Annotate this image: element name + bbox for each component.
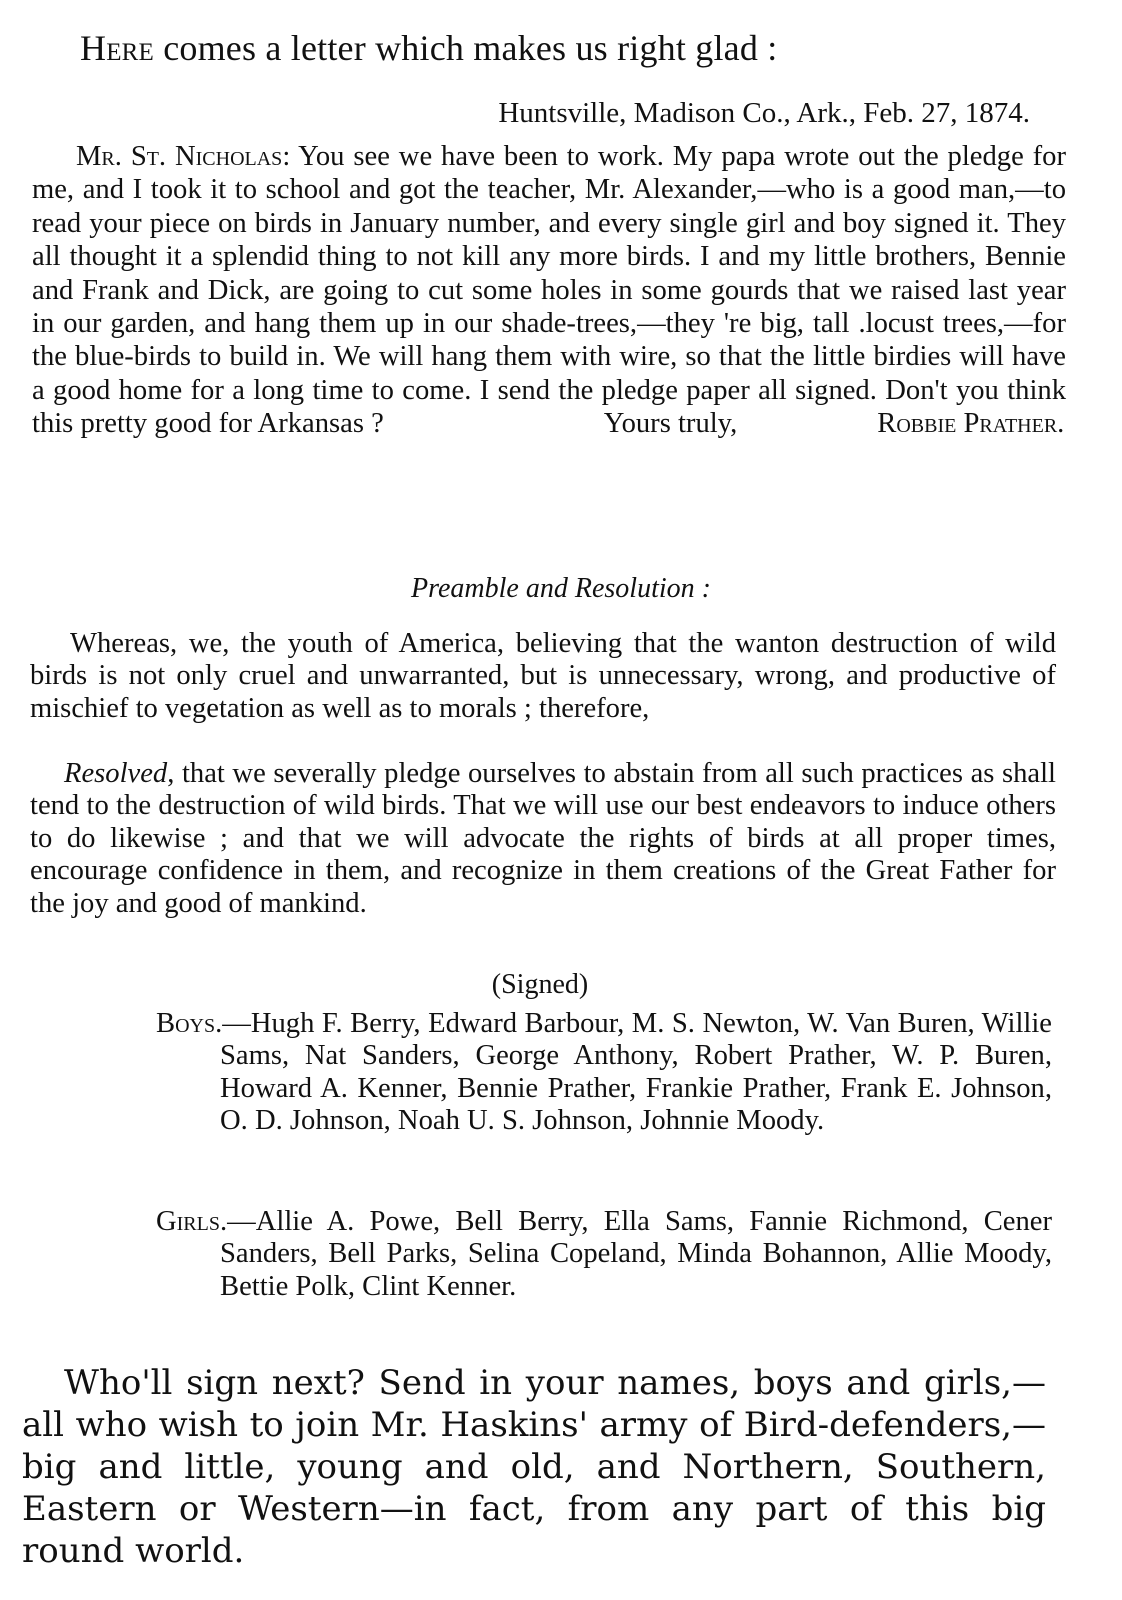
letter-signoff <box>384 408 1065 439</box>
boys-names: —Hugh F. Berry, Edward Barbour, M. S. Newton, W. Van Buren, Willie Sams, Nat Sanders, George Anthony, Robert Prather, W. P. Buren, Howard A. Kenner, Bennie Prather, Frankie Prather, Frank E. Johnson, O. D. Johnson, Noah U. S. Johnson, Johnnie Moody. <box>220 1008 1052 1137</box>
preamble-resolved <box>30 758 1056 920</box>
resolved-text: , that we severally pledge ourselves to abstain from all such practices as shall tend to the destruction of wild birds. That we will use our best endeavors to induce others to do likewise ; and that we will advocate the rights of birds at all proper times, encourage confidence in them, and recognize in them creations of the Great Father for the joy and good of mankind. <box>30 758 1056 919</box>
girls-signatures <box>156 1206 1052 1303</box>
letter-body <box>32 140 1066 441</box>
intro-line <box>80 26 1090 70</box>
preamble-heading: Preamble and Resolution : <box>411 573 711 604</box>
letter-text: : You see we have been to work. My papa wrote out the pledge for me, and I took it to school and got the teacher, Mr. Alexander,—who is a good man,—to read your piece on birds in January number, and every single girl and boy signed it. They all thought it a splendid thing to not kill any more birds. I and my little brothers, Bennie and Frank and Dick, are going to cut some holes in some gourds that we raised last year in our garden, and hang them up in our shade-trees,—they 're big, tall .locust trees,—for the blue-birds to build in. We will hang them with wire, so that the little birdies will have a good home for a long time to come. I send the pledge paper all signed. Don't you think this pretty good for Arkansas ? <box>32 141 1066 440</box>
boys-label: Boys. <box>156 1008 223 1039</box>
intro-lead-word: Here <box>80 28 155 68</box>
girls-names: —Allie A. Powe, Bell Berry, Ella Sams, Fannie Richmond, Cener Sanders, Bell Parks, Selina Copeland, Minda Bohannon, Allie Moody, Bettie Polk, Clint Kenner. <box>220 1206 1052 1302</box>
girls-label: Girls. <box>156 1206 228 1237</box>
boys-signatures <box>156 1008 1052 1138</box>
letter-signature: Robbie Prather. <box>877 408 1065 440</box>
letter-closing: Yours truly, <box>603 408 738 440</box>
preamble-whereas: Whereas, we, the youth of America, believing that the wanton destruction of wild birds is not only cruel and unwarranted, but is unnecessary, wrong, and productive of mischief to vegetation as well as to morals ; therefore, <box>30 628 1056 724</box>
letter-salutation: Mr. St. Nicholas <box>76 141 283 172</box>
closing-paragraph: Who'll sign next? Send in your names, boys and girls,—all who wish to join Mr. Haskins' army of Bird-defenders,—big and little, young and old, and Northern, Southern, Eastern or Western—in fact, from any part of this big round world. <box>22 1363 1046 1571</box>
letter-dateline: Huntsville, Madison Co., Ark., Feb. 27, 1874. <box>498 97 1030 129</box>
intro-text: comes a letter which makes us right glad : <box>154 28 778 68</box>
signed-label: (Signed) <box>491 969 589 1000</box>
resolved-lead: Resolved <box>64 758 168 789</box>
